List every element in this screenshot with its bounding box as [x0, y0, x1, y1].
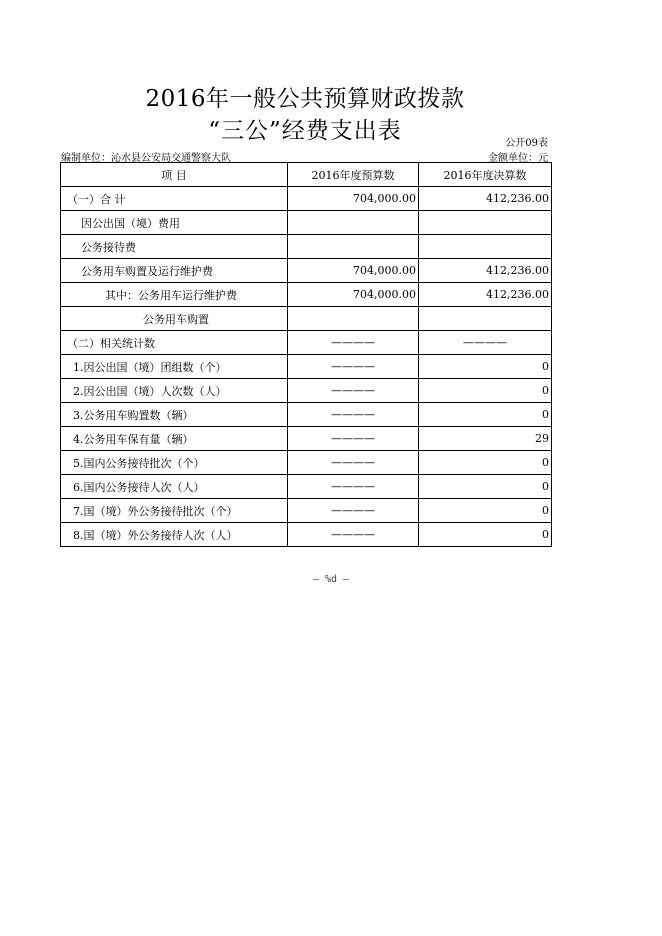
row-item: 4.公务用车保有量（辆） — [61, 427, 288, 451]
page-footer: — %d — — [312, 574, 350, 585]
title-line-1: 2016年一般公共预算财政拨款 — [145, 86, 465, 112]
row-budget: 704,000.00 — [288, 259, 419, 283]
row-final: ———— — [419, 331, 552, 355]
row-budget: ———— — [288, 403, 419, 427]
row-final: 412,236.00 — [419, 259, 552, 283]
money-unit: 金额单位：元 — [488, 153, 548, 164]
table-row — [61, 499, 552, 523]
table-row — [61, 211, 552, 235]
compiling-unit: 编制单位：沁水县公安局交通警察大队 — [61, 153, 231, 164]
table-row — [61, 331, 552, 355]
row-budget: ———— — [288, 427, 419, 451]
row-item: 5.国内公务接待批次（个） — [61, 451, 288, 475]
table-row — [61, 403, 552, 427]
expenditure-table — [60, 162, 552, 547]
table-row — [61, 475, 552, 499]
row-item: 因公出国（境）费用 — [61, 211, 288, 235]
row-item: 2.因公出国（境）人次数（人） — [61, 379, 288, 403]
row-budget: 704,000.00 — [288, 187, 419, 211]
row-budget: ———— — [288, 475, 419, 499]
table-row — [61, 451, 552, 475]
form-number: 公开09表 — [505, 138, 548, 149]
row-final — [419, 235, 552, 259]
row-item: 7.国（境）外公务接待批次（个） — [61, 499, 288, 523]
row-final: 0 — [419, 475, 552, 499]
row-budget: ———— — [288, 331, 419, 355]
row-budget — [288, 307, 419, 331]
row-budget: ———— — [288, 379, 419, 403]
row-final: 0 — [419, 499, 552, 523]
row-final: 0 — [419, 379, 552, 403]
row-item: 公务用车购置及运行维护费 — [61, 259, 288, 283]
row-final: 29 — [419, 427, 552, 451]
table-row — [61, 355, 552, 379]
table-row — [61, 379, 552, 403]
table-row — [61, 283, 552, 307]
table-row — [61, 187, 552, 211]
row-item: 其中：公务用车运行维护费 — [61, 283, 288, 307]
row-budget: 704,000.00 — [288, 283, 419, 307]
table-row — [61, 235, 552, 259]
row-budget — [288, 211, 419, 235]
table-header-row — [61, 163, 552, 187]
title-line-2: “三公”经费支出表 — [208, 118, 402, 144]
row-item: 公务接待费 — [61, 235, 288, 259]
row-item: 6.国内公务接待人次（人） — [61, 475, 288, 499]
row-final: 412,236.00 — [419, 187, 552, 211]
row-final — [419, 307, 552, 331]
row-final: 0 — [419, 355, 552, 379]
row-budget: ———— — [288, 451, 419, 475]
header-item: 项 目 — [61, 163, 288, 187]
table-row — [61, 259, 552, 283]
table-row — [61, 523, 552, 547]
row-item: 1.因公出国（境）团组数（个） — [61, 355, 288, 379]
table-row — [61, 427, 552, 451]
row-final: 0 — [419, 523, 552, 547]
row-final — [419, 211, 552, 235]
row-budget — [288, 235, 419, 259]
row-item: （一）合 计 — [61, 187, 288, 211]
row-budget: ———— — [288, 499, 419, 523]
row-final: 0 — [419, 451, 552, 475]
header-final: 2016年度决算数 — [419, 163, 552, 187]
row-final: 412,236.00 — [419, 283, 552, 307]
header-budget: 2016年度预算数 — [288, 163, 419, 187]
row-item: 3.公务用车购置数（辆） — [61, 403, 288, 427]
row-item: 8.国（境）外公务接待人次（人） — [61, 523, 288, 547]
table-row — [61, 307, 552, 331]
row-item: （二）相关统计数 — [61, 331, 288, 355]
row-final: 0 — [419, 403, 552, 427]
row-budget: ———— — [288, 355, 419, 379]
row-budget: ———— — [288, 523, 419, 547]
row-item: 公务用车购置 — [61, 307, 288, 331]
